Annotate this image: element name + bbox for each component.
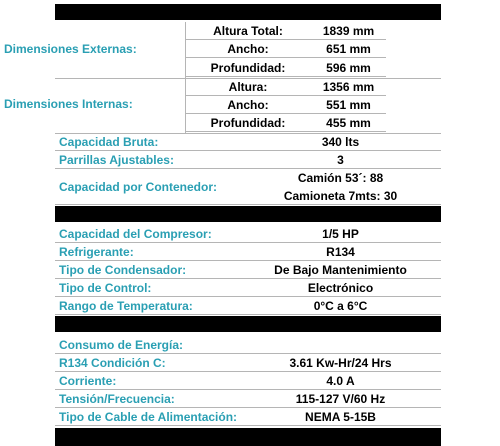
spec-row — [185, 59, 386, 77]
spec-row — [185, 40, 386, 58]
spec-row — [185, 96, 386, 114]
spec-value: 651 mm — [326, 42, 371, 56]
spec-row — [55, 354, 441, 372]
external-dimensions-label: Dimensiones Externas: — [4, 42, 137, 56]
voltage-frequency-value: 115-127 V/60 Hz — [295, 392, 386, 406]
spec-name: Profundidad: — [210, 61, 286, 75]
control-label: Tipo de Control: — [59, 281, 152, 295]
current-value: 4.0 A — [326, 374, 355, 388]
shelves-value: 3 — [337, 153, 344, 167]
energy-header-row — [55, 336, 441, 354]
current-label: Corriente: — [59, 374, 117, 388]
power-cable-value: NEMA 5-15B — [305, 410, 376, 424]
spec-value: 551 mm — [326, 98, 371, 112]
spec-name: Profundidad: — [210, 116, 286, 130]
spec-name: Ancho: — [227, 98, 269, 112]
condenser-label: Tipo de Condensador: — [59, 263, 187, 277]
voltage-frequency-label: Tensión/Frecuencia: — [59, 392, 175, 406]
spec-name: Altura Total: — [213, 24, 283, 38]
control-value: Electrónico — [307, 281, 374, 295]
compressor-label: Capacidad del Compresor: — [59, 227, 212, 241]
spec-value: 1839 mm — [322, 24, 375, 38]
spec-name: Ancho: — [227, 42, 269, 56]
gross-capacity-value: 340 lts — [321, 135, 360, 149]
container-capacity-label: Capacidad por Contenedor: — [59, 180, 218, 194]
condition-c-label: R134 Condición C: — [59, 356, 166, 370]
refrigerant-label: Refrigerante: — [59, 245, 134, 259]
spec-name: Altura: — [228, 80, 268, 94]
spec-row — [55, 225, 441, 243]
spec-row — [55, 297, 441, 315]
container-capacity-row — [55, 169, 441, 205]
internal-dimensions-label: Dimensiones Internas: — [4, 97, 133, 111]
shelves-label: Parrillas Ajustables: — [59, 153, 174, 167]
gross-capacity-label: Capacidad Bruta: — [59, 135, 159, 149]
gross-capacity-row — [55, 133, 441, 151]
temperature-range-value: 0°C a 6°C — [313, 299, 368, 313]
section-separator-bottom — [55, 428, 441, 446]
section-separator-2 — [55, 206, 441, 222]
condition-c-value: 3.61 Kw-Hr/24 Hrs — [289, 356, 392, 370]
spec-value: 596 mm — [326, 61, 371, 75]
spec-row — [55, 261, 441, 279]
container-truck-value: Camión 53´: 88 — [297, 171, 384, 185]
power-cable-label: Tipo de Cable de Alimentación: — [59, 410, 238, 424]
spec-row — [55, 408, 441, 426]
spec-value: 455 mm — [326, 116, 371, 130]
spec-row — [55, 372, 441, 390]
spec-row — [55, 279, 441, 297]
spec-row — [55, 243, 441, 261]
spec-row — [185, 22, 386, 40]
temperature-range-label: Rango de Temperatura: — [59, 299, 193, 313]
section-separator-3 — [55, 316, 441, 332]
spec-value: 1356 mm — [322, 80, 375, 94]
spec-row — [55, 390, 441, 408]
section-separator-top — [55, 4, 441, 20]
condenser-value: De Bajo Mantenimiento — [274, 263, 407, 277]
spec-row — [185, 78, 386, 96]
energy-header: Consumo de Energía: — [59, 338, 184, 352]
container-van-value: Camioneta 7mts: 30 — [283, 189, 398, 203]
spec-row — [185, 114, 386, 132]
refrigerant-value: R134 — [326, 245, 355, 259]
shelves-row — [55, 151, 441, 169]
compressor-value: 1/5 HP — [322, 227, 359, 241]
